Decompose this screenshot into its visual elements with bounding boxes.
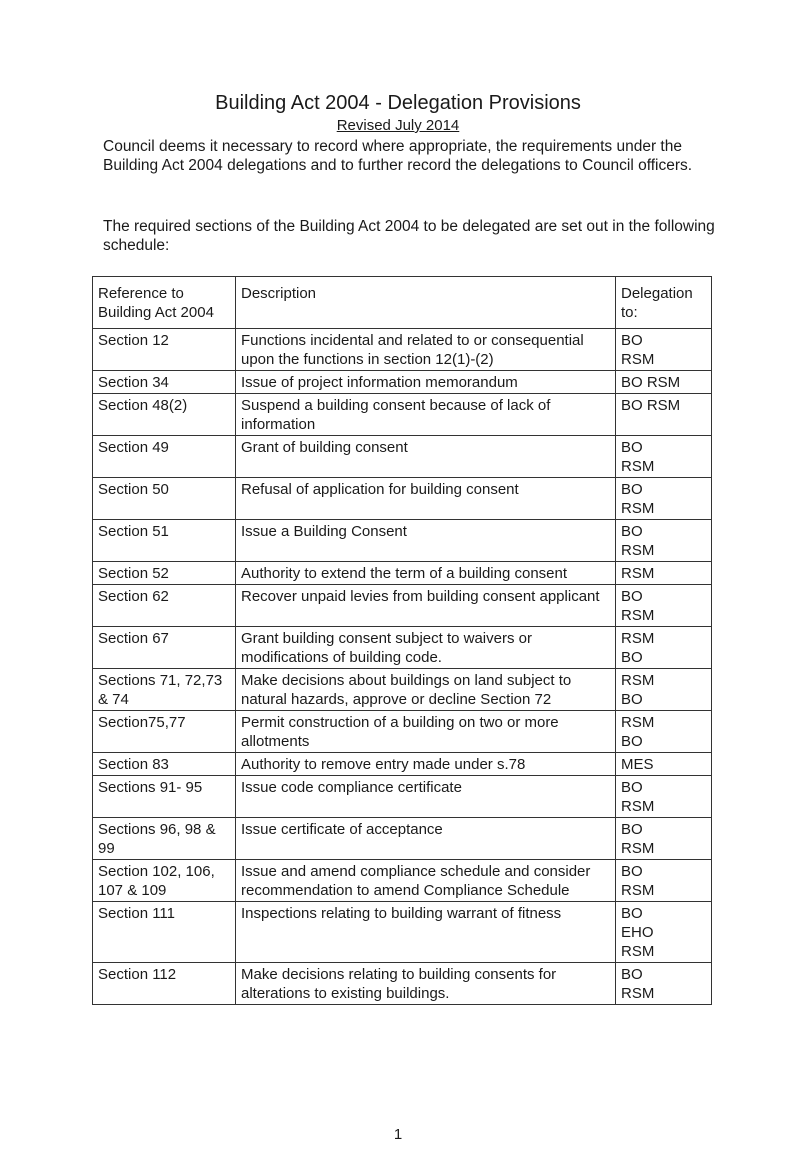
delegation-code: RSM [621,630,655,647]
delegation-code: BO [621,821,643,838]
delegation-cell [616,818,712,860]
delegation-code: BO [621,863,643,880]
delegation-code: RSM [621,714,655,731]
table-row [93,585,712,627]
revision-date-text: Revised July 2014 [336,117,460,134]
description-cell: Suspend a building consent because of lack of information [236,394,616,436]
description-cell: Inspections relating to building warrant of fitness [236,902,616,963]
description-cell: Authority to remove entry made under s.78 [236,753,616,776]
reference-cell: Section 48(2) [93,394,236,436]
description-cell: Issue and amend compliance schedule and consider recommendation to amend Compliance Schedule [236,860,616,902]
reference-cell: Section 50 [93,478,236,520]
description-cell: Issue of project information memorandum [236,371,616,394]
delegation-code: BO [621,966,643,983]
delegation-code: BO [621,691,643,708]
header-delegation: Delegation to: [616,277,712,329]
delegation-cell [616,669,712,711]
delegation-cell [616,902,712,963]
description-cell: Make decisions relating to building consents for alterations to existing buildings. [236,963,616,1005]
delegation-code: RSM [621,542,655,559]
reference-cell: Section 112 [93,963,236,1005]
description-cell: Issue code compliance certificate [236,776,616,818]
table-row [93,776,712,818]
delegation-code: BO [621,481,643,498]
delegation-code: RSM [621,985,655,1002]
table-row [93,711,712,753]
intro-paragraph: Council deems it necessary to record where appropriate, the requirements under the Building Act 2004 delegations and to further record the delegations to Council officers. [103,138,693,174]
delegation-code: RSM [621,798,655,815]
description-cell: Refusal of application for building consent [236,478,616,520]
description-cell: Functions incidental and related to or consequential upon the functions in section 12(1)-(2) [236,329,616,371]
reference-cell: Section 34 [93,371,236,394]
reference-cell: Section 62 [93,585,236,627]
reference-cell: Section 51 [93,520,236,562]
delegation-table [92,276,712,1005]
reference-cell: Section 49 [93,436,236,478]
delegation-code: RSM [621,458,655,475]
header-reference: Reference to Building Act 2004 [93,277,236,329]
table-row [93,669,712,711]
reference-cell: Section 12 [93,329,236,371]
table-row [93,963,712,1005]
delegation-code: BO [621,649,643,666]
delegation-code: RSM [621,882,655,899]
description-cell: Grant building consent subject to waivers or modifications of building code. [236,627,616,669]
delegation-code: RSM [621,672,655,689]
header-description: Description [236,277,616,329]
reference-cell: Section 52 [93,562,236,585]
revision-date [0,117,796,134]
reference-cell: Section 111 [93,902,236,963]
table-row [93,562,712,585]
delegation-code: BO [621,779,643,796]
delegation-cell [616,371,712,394]
reference-cell: Section 102, 106, 107 & 109 [93,860,236,902]
description-cell: Issue a Building Consent [236,520,616,562]
delegation-code: RSM [621,840,655,857]
delegation-cell [616,627,712,669]
table-row [93,478,712,520]
table-row [93,818,712,860]
description-cell: Authority to extend the term of a building consent [236,562,616,585]
delegation-cell [616,585,712,627]
delegation-cell [616,860,712,902]
description-cell: Recover unpaid levies from building consent applicant [236,585,616,627]
description-cell: Issue certificate of acceptance [236,818,616,860]
delegation-code: RSM [621,943,655,960]
delegation-cell [616,753,712,776]
table-row [93,753,712,776]
table-row [93,329,712,371]
table-row [93,436,712,478]
delegation-code: BO RSM [621,397,681,414]
reference-cell: Section 67 [93,627,236,669]
delegation-code: RSM [621,500,655,517]
reference-cell: Section 83 [93,753,236,776]
table-row [93,860,712,902]
delegation-code: BO [621,588,643,605]
delegation-cell [616,963,712,1005]
reference-cell: Sections 71, 72,73 & 74 [93,669,236,711]
description-cell: Make decisions about buildings on land subject to natural hazards, approve or decline Section 72 [236,669,616,711]
table-row [93,627,712,669]
delegation-cell [616,436,712,478]
schedule-intro-paragraph: The required sections of the Building Act 2004 to be delegated are set out in the following schedule: [103,218,715,254]
delegation-code: RSM [621,607,655,624]
delegation-cell [616,329,712,371]
description-cell: Grant of building consent [236,436,616,478]
delegation-code: BO [621,905,643,922]
delegation-cell [616,520,712,562]
description-cell: Permit construction of a building on two or more allotments [236,711,616,753]
delegation-code: BO RSM [621,374,681,391]
table-row [93,371,712,394]
delegation-code: RSM [621,351,655,368]
delegation-cell [616,478,712,520]
delegation-cell [616,394,712,436]
delegation-code: BO [621,523,643,540]
table-row [93,520,712,562]
delegation-code: BO [621,332,643,349]
delegation-cell [616,776,712,818]
delegation-code: EHO [621,924,654,941]
page-number: 1 [393,1126,403,1143]
delegation-code: RSM [621,565,655,582]
table-row [93,394,712,436]
table-header-row [93,277,712,329]
document-title: Building Act 2004 - Delegation Provisions [215,92,581,114]
delegation-cell [616,711,712,753]
reference-cell: Sections 96, 98 & 99 [93,818,236,860]
table-body [93,329,712,1005]
delegation-code: MES [621,756,654,773]
delegation-code: BO [621,439,643,456]
delegation-code: BO [621,733,643,750]
reference-cell: Sections 91- 95 [93,776,236,818]
reference-cell: Section75,77 [93,711,236,753]
table-row [93,902,712,963]
delegation-cell [616,562,712,585]
